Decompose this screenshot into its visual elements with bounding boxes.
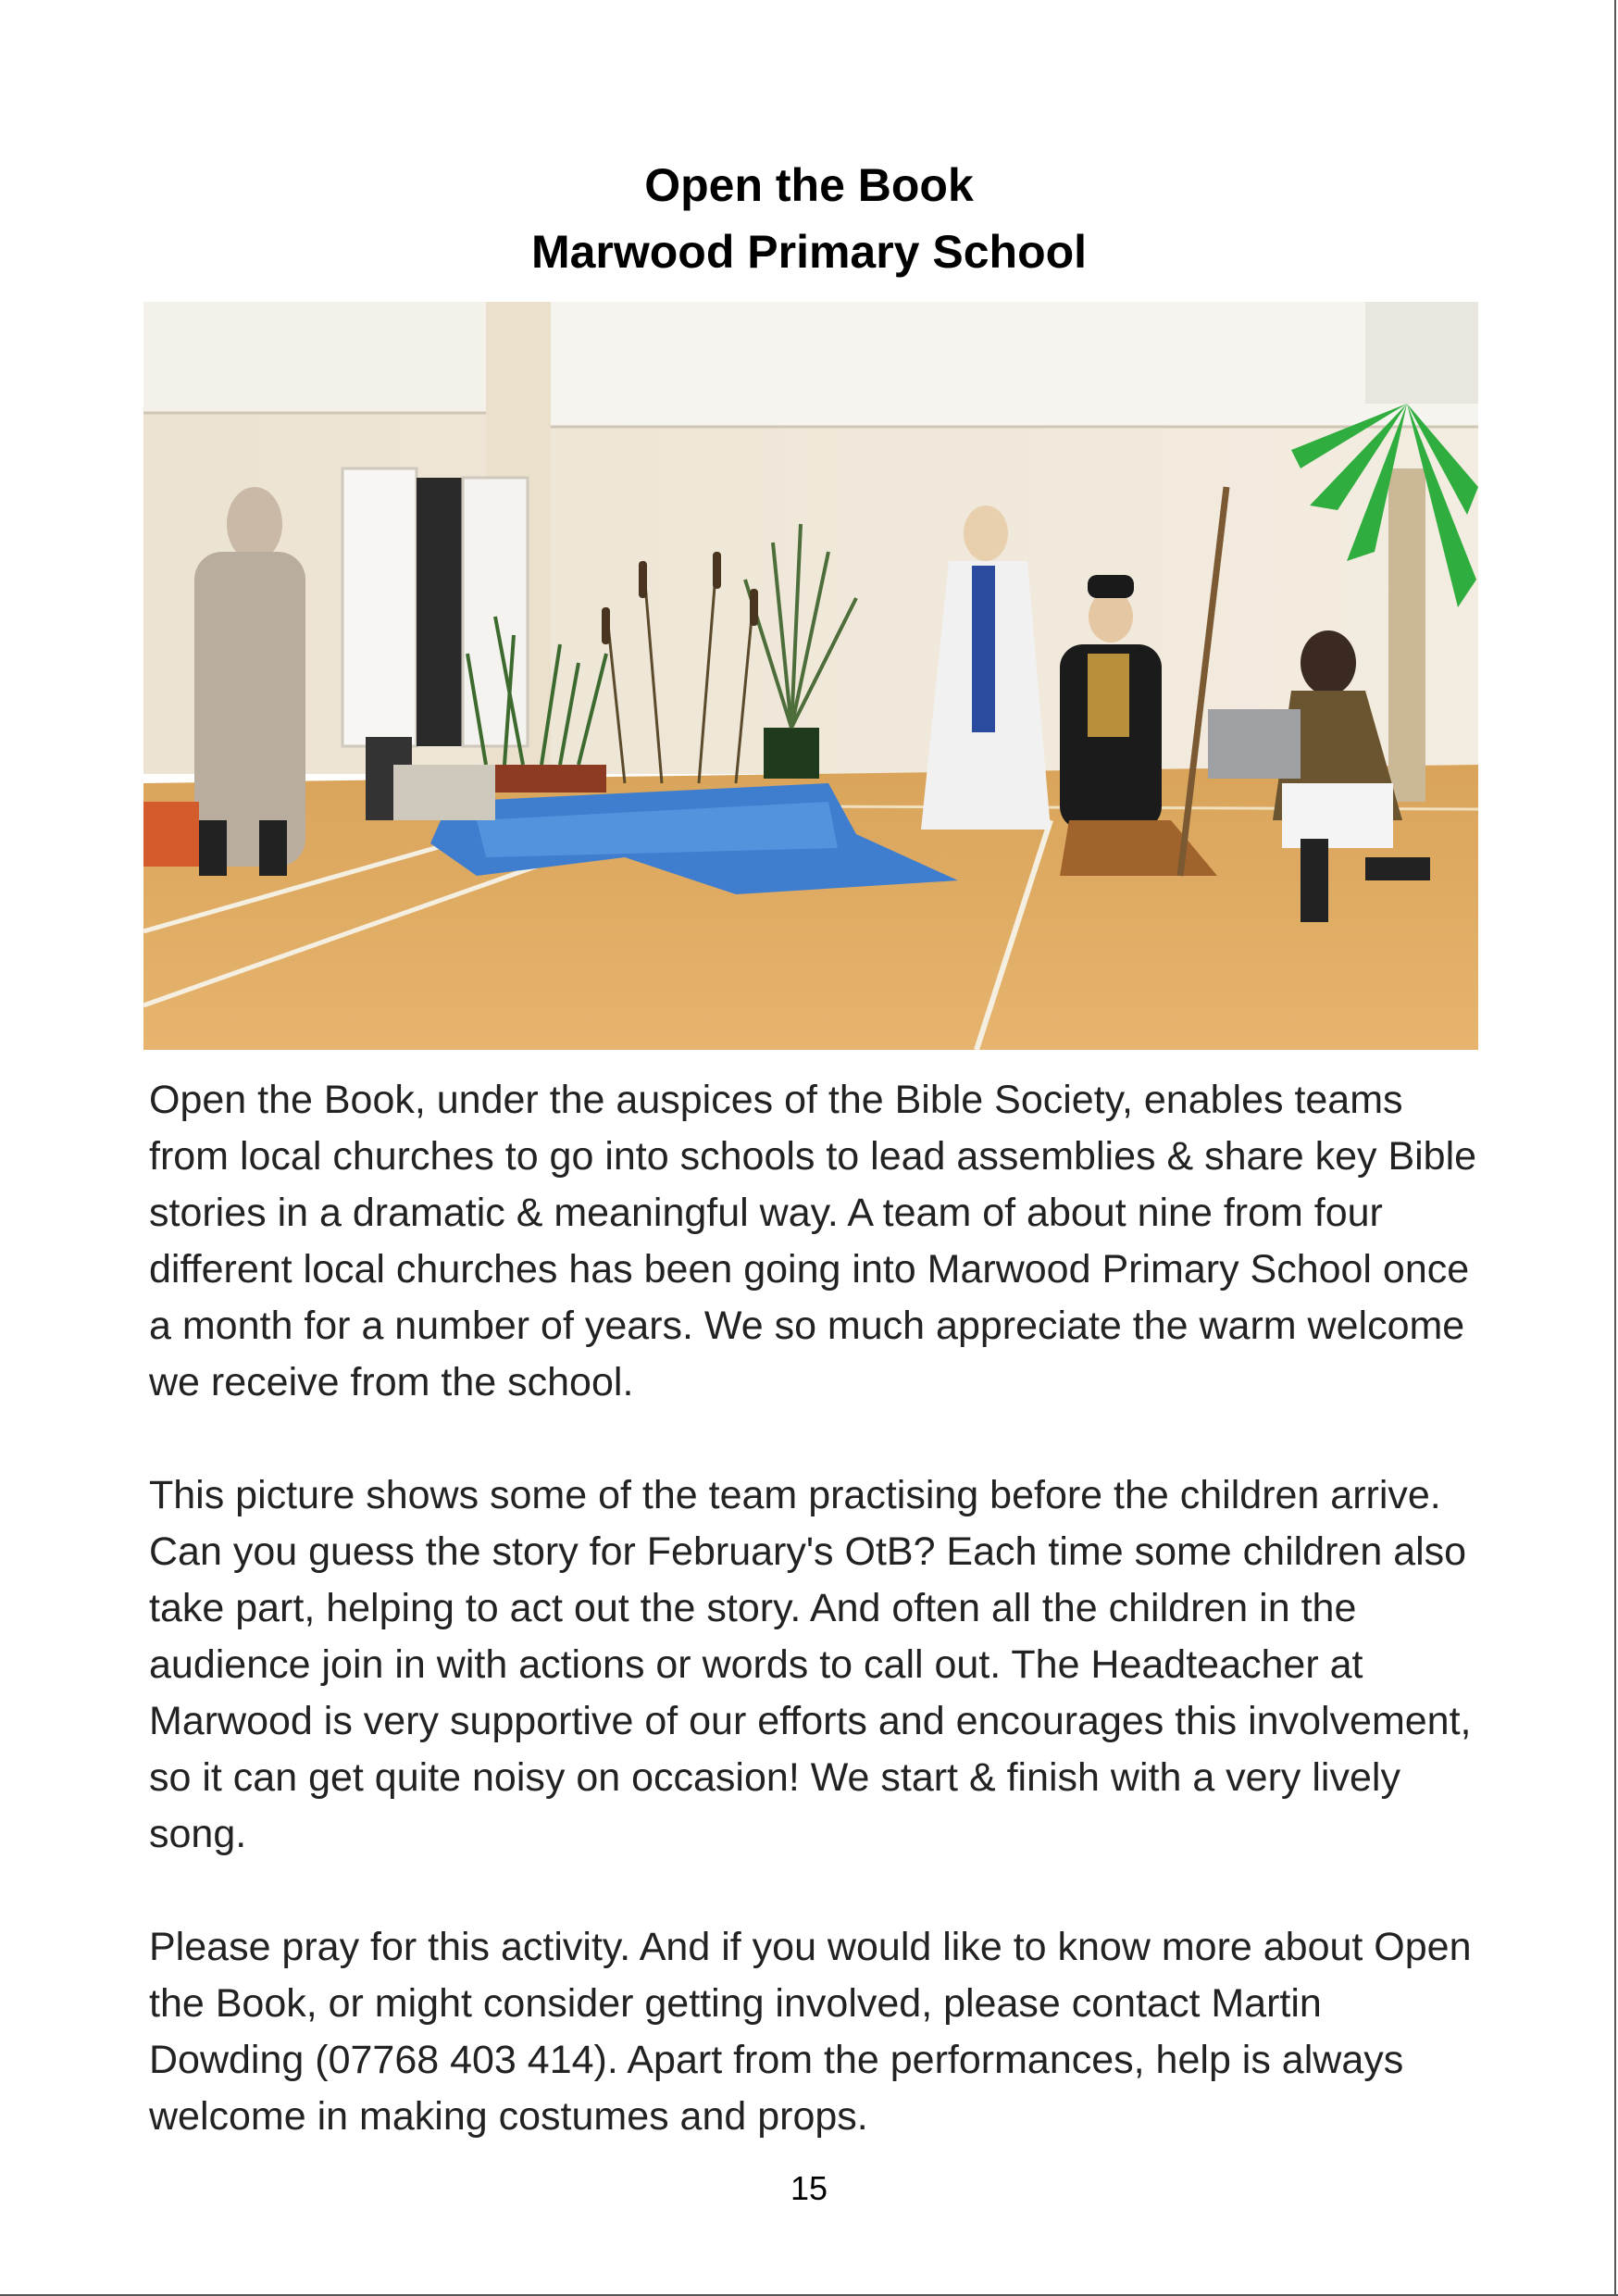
- body-paragraph-3: Please pray for this activity. And if you would like to know more about Open the Book, or might consider getting involved, please contact Martin Dowding (07768 403 414). Apart from the performances, help is always welcome in making costumes and props.: [149, 1925, 1472, 2139]
- page-subtitle: Marwood Primary School: [530, 226, 1088, 278]
- body-paragraph-2: This picture shows some of the team practising before the children arrive. Can you guess the story for February's OtB? Each time some children also take part, helping to act out the story. And often all the children in the audience join in with actions or words to call out. The Headteacher at Marwood is very supportive of our efforts and encourages this involvement, so it can get quite noisy on occasion! We start & finish with a very lively song.: [149, 1473, 1472, 1856]
- page-title: Open the Book: [644, 159, 974, 211]
- school-hall-photo: [143, 302, 1478, 1050]
- body-paragraph-1: Open the Book, under the auspices of the Bible Society, enables teams from local churches to go into schools to lead assemblies & share key Bible stories in a dramatic & meaningful way. A team of about nine from four different local churches has been going into Marwood Primary School once a month for a number of years. We so much appreciate the warm welcome we receive from the school.: [149, 1078, 1477, 1404]
- page-number: 15: [790, 2169, 828, 2207]
- page-border-right: [1614, 0, 1616, 2296]
